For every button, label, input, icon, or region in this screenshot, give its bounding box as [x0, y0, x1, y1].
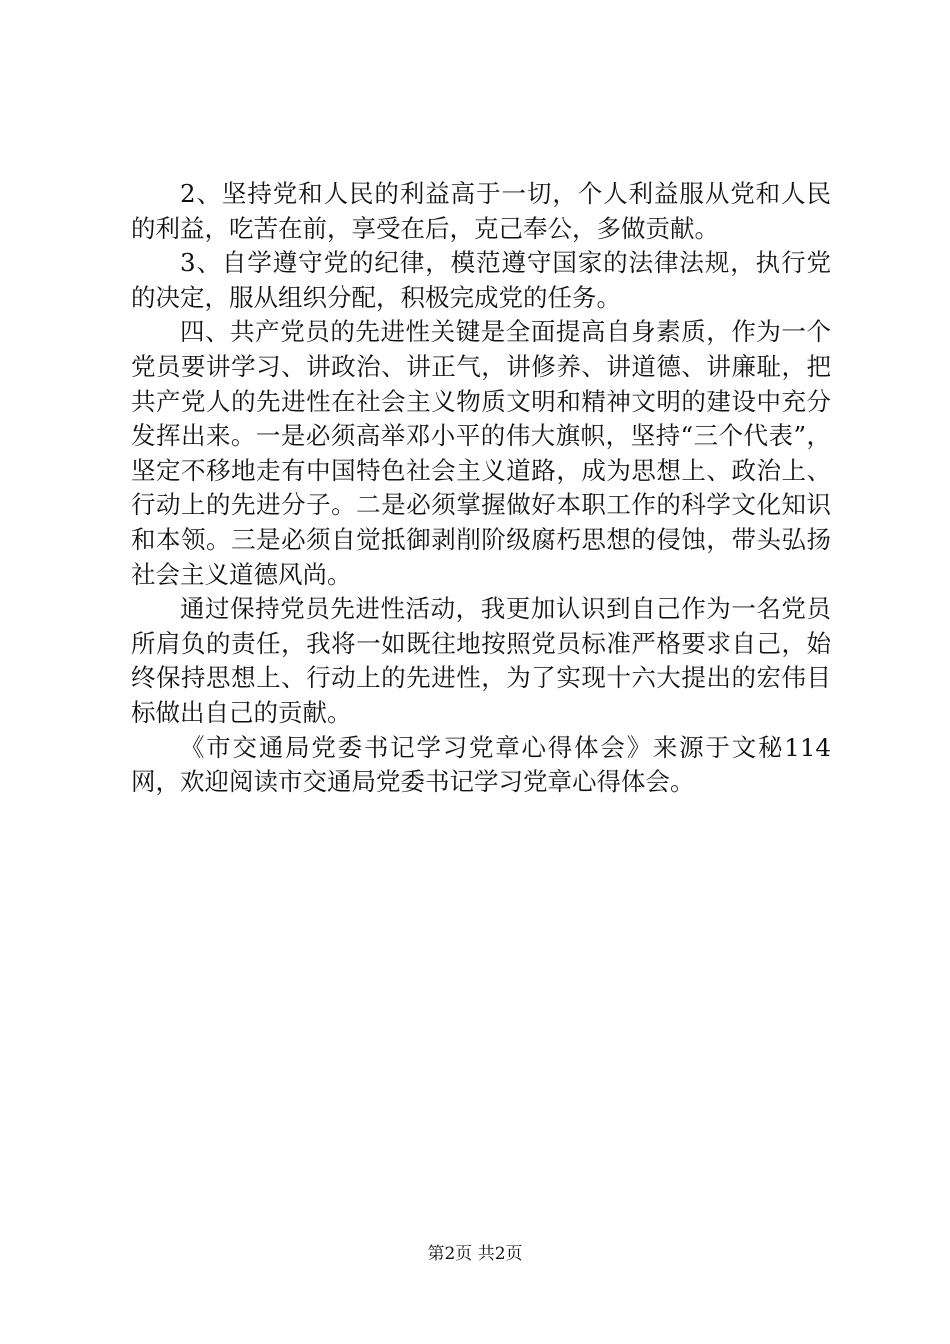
paragraph-item-2: 2、坚持党和人民的利益高于一切，个人利益服从党和人民的利益，吃苦在前，享受在后，克己奉公，多做贡献。 [131, 179, 831, 243]
paragraph-conclusion: 通过保持党员先进性活动，我更加认识到自己作为一名党员所肩负的责任，我将一如既往地按照党员标准严格要求自己，始终保持思想上、行动上的先进性，为了实现十六大提出的宏伟目标做出自己的贡献。 [131, 594, 831, 727]
document-body [131, 177, 831, 800]
page-number-footer: 第2页 共2页 [427, 1244, 523, 1264]
paragraph-item-3: 3、自学遵守党的纪律，模范遵守国家的法律法规，执行党的决定，服从组织分配，积极完成党的任务。 [131, 248, 831, 312]
paragraph-source-note: 《市交通局党委书记学习党章心得体会》来源于文秘114网，欢迎阅读市交通局党委书记学习党章心得体会。 [131, 732, 831, 797]
paragraph-section-four: 四、共产党员的先进性关键是全面提高自身素质，作为一个党员要讲学习、讲政治、讲正气，讲修养、讲道德、讲廉耻，把共产党人的先进性在社会主义物质文明和精神文明的建设中充分发挥出来。一是必须高举邓小平的伟大旗帜，坚持“三个代表”，坚定不移地走有中国特色社会主义道路，成为思想上、政治上、行动上的先进分子。二是必须掌握做好本职工作的科学文化知识和本领。三是必须自觉抵御剥削阶级腐朽思想的侵蚀，带头弘扬社会主义道德风尚。 [131, 317, 831, 589]
